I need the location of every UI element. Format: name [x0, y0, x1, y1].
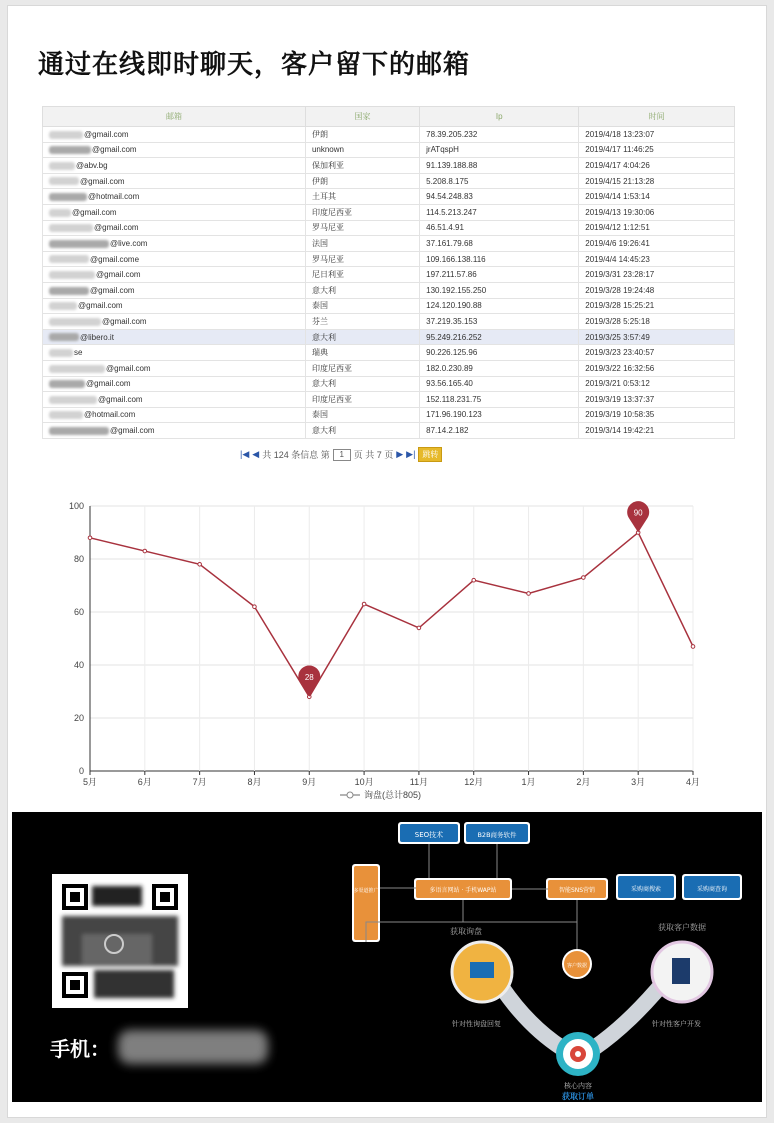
cell-country — [305, 298, 419, 314]
email-text: @live.com — [110, 238, 148, 248]
time-text: 2019/3/31 23:28:17 — [585, 270, 655, 280]
cell-country — [305, 189, 419, 205]
ip-text: 124.120.190.88 — [426, 301, 482, 311]
email-redacted — [49, 427, 109, 435]
data-point — [198, 563, 202, 567]
ip-text: 94.54.248.83 — [426, 192, 473, 202]
prev-page-icon[interactable]: ◀ — [252, 449, 260, 459]
email-text: @gmail.com — [72, 207, 117, 217]
cell-ip — [420, 345, 579, 361]
table-row[interactable] — [43, 407, 735, 423]
time-text: 2019/4/4 14:45:23 — [585, 254, 650, 264]
cell-email — [43, 376, 306, 392]
cell-ip — [420, 376, 579, 392]
cell-email — [43, 220, 306, 236]
cell-time — [579, 158, 735, 174]
x-tick-label: 11月 — [409, 777, 429, 787]
cell-email — [43, 251, 306, 267]
y-tick-label: 20 — [73, 713, 84, 723]
col-header-ip[interactable]: Ip — [420, 107, 579, 127]
cell-time — [579, 267, 735, 283]
ip-text: 95.249.216.252 — [426, 332, 482, 342]
ip-text: 91.139.188.88 — [426, 160, 478, 170]
cell-country — [305, 236, 419, 252]
ip-text: 93.56.165.40 — [426, 379, 473, 389]
email-text: @gmail.com — [102, 316, 147, 326]
ip-text: 152.118.231.75 — [426, 394, 482, 404]
email-redacted — [49, 380, 85, 388]
table-row[interactable] — [43, 173, 735, 189]
email-text: @gmail.com — [86, 379, 131, 389]
first-page-icon[interactable]: |◀ — [240, 449, 250, 459]
cell-country — [305, 282, 419, 298]
cell-ip — [420, 282, 579, 298]
x-tick-label: 7月 — [192, 777, 207, 787]
time-text: 2019/4/12 1:12:51 — [585, 223, 650, 233]
email-redacted — [49, 271, 95, 279]
ip-text: jrATqspH — [426, 145, 459, 155]
email-redacted — [49, 365, 105, 373]
email-redacted — [49, 333, 79, 341]
table-row[interactable] — [43, 360, 735, 376]
cell-country — [305, 220, 419, 236]
data-point — [88, 536, 92, 540]
cell-time — [579, 423, 735, 439]
page-title: 通过在线即时聊天，客户留下的邮箱 — [38, 50, 471, 80]
marker-label: 90 — [633, 508, 643, 518]
cell-country — [305, 360, 419, 376]
table-row[interactable] — [43, 204, 735, 220]
country-text: 尼日利亚 — [311, 270, 344, 280]
email-redacted — [49, 193, 87, 201]
email-redacted — [49, 162, 75, 170]
email-text: @gmail.come — [90, 254, 140, 264]
table-row[interactable] — [43, 423, 735, 439]
col-header-time[interactable]: 时间 — [579, 107, 735, 127]
cell-country — [305, 251, 419, 267]
cell-country — [305, 314, 419, 330]
cell-time — [579, 314, 735, 330]
table-row[interactable] — [43, 345, 735, 361]
ip-text: 5.208.8.175 — [426, 176, 469, 186]
email-text: @hotmail.com — [88, 192, 140, 202]
promo-banner — [12, 812, 762, 1102]
laptop-icon — [470, 962, 494, 978]
table-row[interactable] — [43, 282, 735, 298]
country-text: 意大利 — [311, 379, 336, 389]
email-text: @gmail.com — [80, 176, 125, 186]
country-text: 意大利 — [311, 332, 336, 342]
y-tick-label: 100 — [68, 501, 84, 511]
cell-email — [43, 423, 306, 439]
legend-label: 询盘(总计805) — [364, 790, 422, 800]
cell-ip — [420, 142, 579, 158]
ip-text: 46.51.4.91 — [426, 223, 464, 233]
cell-time — [579, 127, 735, 143]
country-text: 意大利 — [311, 285, 336, 295]
country-text: 罗马尼亚 — [311, 254, 344, 264]
x-tick-label: 1月 — [521, 777, 536, 787]
email-text: @gmail.com — [98, 394, 143, 404]
country-text: 芬兰 — [311, 316, 328, 326]
cell-country — [305, 329, 419, 345]
country-text: 罗马尼亚 — [311, 223, 344, 233]
x-tick-label: 3月 — [631, 777, 646, 787]
email-redacted — [49, 177, 79, 185]
cell-ip — [420, 220, 579, 236]
pager-info-suffix: 页 共 7 页 — [353, 450, 394, 460]
buyer-data-label: 采购商查询 — [696, 886, 728, 893]
time-text: 2019/3/22 16:32:56 — [585, 363, 655, 373]
email-redacted — [49, 411, 83, 419]
cell-email — [43, 204, 306, 220]
email-redacted — [49, 287, 89, 295]
ip-text: 171.96.190.123 — [426, 410, 482, 420]
cell-time — [579, 142, 735, 158]
b2b-box — [464, 822, 530, 844]
cell-time — [579, 407, 735, 423]
ip-text: 37.219.35.153 — [426, 316, 478, 326]
y-tick-label: 40 — [73, 660, 84, 670]
page — [7, 5, 767, 1118]
customer-data-label: 获取客户数据 — [658, 923, 706, 932]
email-redacted — [49, 146, 91, 154]
x-tick-label: 2月 — [576, 777, 591, 787]
email-text: @abv.bg — [76, 160, 108, 170]
cell-country — [305, 407, 419, 423]
table-row[interactable] — [43, 220, 735, 236]
cell-ip — [420, 251, 579, 267]
cell-ip — [420, 360, 579, 376]
country-text: 泰国 — [311, 301, 328, 311]
next-page-icon[interactable]: ▶ — [396, 449, 404, 459]
table-row[interactable] — [43, 251, 735, 267]
cell-time — [579, 173, 735, 189]
table-row[interactable] — [43, 314, 735, 330]
time-text: 2019/3/19 10:58:35 — [585, 410, 655, 420]
data-point — [362, 602, 366, 606]
country-text: 印度尼西亚 — [311, 394, 352, 404]
cell-country — [305, 158, 419, 174]
site-label: 多语言网站 · 手机WAP站 — [429, 887, 497, 894]
col-header-country[interactable]: 国家 — [305, 107, 419, 127]
seo-box — [398, 822, 460, 844]
email-redacted — [49, 209, 71, 217]
ip-text: 197.211.57.86 — [426, 270, 477, 280]
cell-email — [43, 345, 306, 361]
country-text: 土耳其 — [311, 192, 336, 202]
cell-ip — [420, 204, 579, 220]
country-text: 印度尼西亚 — [311, 207, 352, 217]
cell-time — [579, 282, 735, 298]
data-point — [582, 576, 586, 580]
cell-email — [43, 173, 306, 189]
email-redacted — [49, 255, 89, 263]
ip-text: 114.5.213.247 — [426, 207, 477, 217]
time-text: 2019/3/21 0:53:12 — [585, 379, 650, 389]
time-text: 2019/3/28 15:25:21 — [585, 301, 655, 311]
ip-text: 130.192.155.250 — [426, 285, 487, 295]
tablet-icon — [672, 958, 690, 984]
time-text: 2019/3/25 3:57:49 — [585, 332, 650, 342]
x-tick-label: 8月 — [247, 777, 262, 787]
cell-time — [579, 189, 735, 205]
country-text: 意大利 — [311, 426, 336, 436]
phone-number-redacted — [118, 1030, 268, 1064]
cell-country — [305, 267, 419, 283]
time-text: 2019/4/14 1:53:14 — [585, 192, 650, 202]
x-tick-label: 6月 — [137, 777, 152, 787]
inquiry-line-chart — [48, 494, 708, 814]
email-text: @hotmail.com — [84, 410, 136, 420]
data-point — [143, 549, 147, 553]
data-point — [691, 645, 695, 649]
cell-email — [43, 360, 306, 376]
country-text: 保加利亚 — [311, 160, 344, 170]
email-redacted — [49, 396, 97, 404]
left-arc-label: 针对性询盘回复 — [452, 1020, 501, 1028]
cell-ip — [420, 236, 579, 252]
email-text: @gmail.com — [110, 426, 155, 436]
x-tick-label: 10月 — [354, 777, 374, 787]
email-text: @gmail.com — [106, 363, 151, 373]
email-text: se — [74, 348, 83, 358]
page-number-input[interactable]: 1 — [333, 449, 351, 461]
table-header-row — [43, 107, 735, 127]
time-text: 2019/3/28 19:24:48 — [585, 285, 655, 295]
email-text: @gmail.com — [96, 270, 141, 280]
ip-text: 87.14.2.182 — [426, 426, 469, 436]
cell-ip — [420, 189, 579, 205]
country-text: 瑞典 — [311, 348, 328, 358]
cell-ip — [420, 314, 579, 330]
cell-email — [43, 329, 306, 345]
buyer-search-label: 采购商搜索 — [630, 886, 662, 893]
cell-ip — [420, 329, 579, 345]
email-table — [42, 106, 735, 439]
cell-country — [305, 376, 419, 392]
table-row[interactable] — [43, 189, 735, 205]
cell-email — [43, 236, 306, 252]
email-redacted — [49, 131, 83, 139]
phone-label: 手机： — [50, 1037, 110, 1061]
country-text: 伊朗 — [311, 176, 328, 186]
time-text: 2019/3/23 23:40:57 — [585, 348, 655, 358]
country-text: unknown — [311, 145, 344, 155]
cell-time — [579, 345, 735, 361]
x-tick-label: 4月 — [685, 777, 701, 787]
data-point — [527, 592, 531, 596]
table-row[interactable] — [43, 298, 735, 314]
cell-email — [43, 392, 306, 408]
cell-time — [579, 298, 735, 314]
center-node — [563, 950, 591, 978]
cell-ip — [420, 407, 579, 423]
time-text: 2019/3/28 5:25:18 — [585, 316, 650, 326]
table-row[interactable] — [43, 236, 735, 252]
email-text: @gmail.com — [90, 285, 135, 295]
cell-country — [305, 142, 419, 158]
cell-country — [305, 204, 419, 220]
marker-label: 28 — [304, 672, 314, 682]
email-redacted — [49, 224, 93, 232]
last-page-icon[interactable]: ▶| — [406, 449, 416, 459]
go-button[interactable]: 跳转 — [418, 447, 442, 462]
pagination — [240, 447, 442, 462]
time-text: 2019/4/17 11:46:25 — [585, 145, 654, 155]
cell-time — [579, 236, 735, 252]
data-point — [253, 605, 257, 609]
sns-box — [546, 878, 608, 900]
cell-ip — [420, 423, 579, 439]
table-row[interactable] — [43, 142, 735, 158]
qr-code-image — [52, 874, 188, 1008]
cell-email — [43, 158, 306, 174]
data-point — [472, 578, 476, 582]
cell-ip — [420, 127, 579, 143]
cell-ip — [420, 158, 579, 174]
email-table-wrapper — [42, 106, 735, 439]
table-row[interactable] — [43, 376, 735, 392]
email-redacted — [49, 318, 101, 326]
email-text: @gmail.com — [78, 301, 123, 311]
col-header-email[interactable]: 邮箱 — [43, 107, 306, 127]
country-text: 法国 — [311, 238, 328, 248]
country-text: 印度尼西亚 — [311, 363, 352, 373]
table-row[interactable] — [43, 267, 735, 283]
table-row[interactable] — [43, 158, 735, 174]
ip-text: 37.161.79.68 — [426, 238, 473, 248]
core-node — [556, 1032, 600, 1076]
email-redacted — [49, 240, 109, 248]
cell-ip — [420, 173, 579, 189]
cell-email — [43, 127, 306, 143]
cell-time — [579, 392, 735, 408]
cell-email — [43, 189, 306, 205]
ip-text: 78.39.205.232 — [426, 129, 478, 139]
cell-time — [579, 204, 735, 220]
cell-email — [43, 142, 306, 158]
buyer-search-box — [616, 874, 676, 900]
email-redacted — [49, 349, 73, 357]
y-tick-label: 0 — [78, 766, 84, 776]
order-label: 获取订单 — [562, 1092, 594, 1101]
center-label: 客户数据 — [566, 963, 588, 969]
legend-marker — [347, 792, 353, 798]
cell-email — [43, 407, 306, 423]
cell-ip — [420, 298, 579, 314]
x-tick-label: 9月 — [302, 777, 317, 787]
site-box — [414, 878, 512, 900]
b2b-label: B2B商务软件 — [477, 831, 517, 839]
y-tick-label: 60 — [73, 607, 84, 617]
cell-country — [305, 392, 419, 408]
country-text: 伊朗 — [311, 129, 328, 139]
cell-email — [43, 267, 306, 283]
cell-time — [579, 251, 735, 267]
table-row[interactable] — [43, 127, 735, 143]
cell-time — [579, 360, 735, 376]
cell-email — [43, 298, 306, 314]
x-tick-label: 12月 — [464, 777, 484, 787]
cell-ip — [420, 392, 579, 408]
cell-country — [305, 423, 419, 439]
time-text: 2019/4/17 4:04:26 — [585, 160, 650, 170]
time-text: 2019/4/15 21:13:28 — [585, 176, 655, 186]
cell-time — [579, 376, 735, 392]
cell-country — [305, 173, 419, 189]
ip-text: 182.0.230.89 — [426, 363, 473, 373]
cell-ip — [420, 267, 579, 283]
table-body — [43, 127, 735, 439]
time-text: 2019/3/19 13:37:37 — [585, 394, 655, 404]
buyer-data-box — [682, 874, 742, 900]
inquiry-label: 获取询盘 — [450, 927, 482, 936]
table-row[interactable] — [43, 329, 735, 345]
email-text: @gmail.com — [92, 145, 137, 155]
y-tick-label: 80 — [73, 554, 84, 564]
cell-country — [305, 127, 419, 143]
ip-text: 90.226.125.96 — [426, 348, 478, 358]
right-arc-label: 针对性客户开发 — [652, 1020, 701, 1028]
sns-label: 智能SNS营销 — [558, 887, 596, 894]
time-text: 2019/4/18 13:23:07 — [585, 129, 655, 139]
marketing-flow-diagram — [332, 812, 762, 1102]
seo-label: SEO技术 — [414, 831, 444, 839]
time-text: 2019/4/6 19:26:41 — [585, 238, 650, 248]
channel-label: 多渠道推广 — [353, 888, 379, 894]
email-text: @gmail.com — [94, 223, 139, 233]
ip-text: 109.166.138.116 — [426, 254, 486, 264]
cell-country — [305, 345, 419, 361]
time-text: 2019/3/14 19:42:21 — [585, 426, 655, 436]
cell-email — [43, 282, 306, 298]
core-label: 核心内容 — [564, 1082, 592, 1090]
email-redacted — [49, 302, 77, 310]
cell-time — [579, 220, 735, 236]
table-row[interactable] — [43, 392, 735, 408]
email-text: @gmail.com — [84, 129, 129, 139]
time-text: 2019/4/13 19:30:06 — [585, 207, 655, 217]
data-point — [417, 626, 421, 630]
series-line — [90, 533, 693, 697]
pager-info-prefix: 共 124 条信息 第 — [262, 450, 330, 460]
x-tick-label: 5月 — [82, 777, 98, 787]
email-text: @libero.it — [80, 332, 114, 342]
cell-email — [43, 314, 306, 330]
country-text: 泰国 — [311, 410, 328, 420]
cell-time — [579, 329, 735, 345]
